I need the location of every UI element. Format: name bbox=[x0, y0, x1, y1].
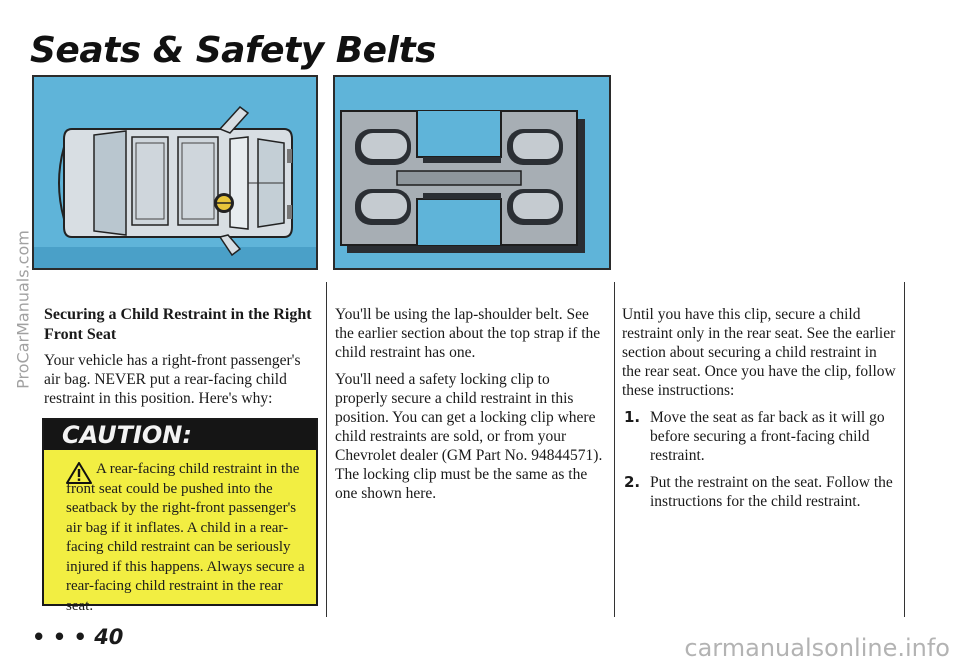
car-topview-icon bbox=[34, 77, 316, 268]
step-number: 1. bbox=[624, 408, 641, 426]
left-column bbox=[44, 305, 320, 416]
list-item bbox=[622, 473, 898, 511]
caution-label: CAUTION: bbox=[62, 421, 192, 449]
caution-text: A rear-facing child restraint in the front seat could be pushed into the seatback by the right-front passenger's air bag if it inflates. A child in a rear-facing child restraint can be seriously injured if this happens. Always secure a rear-facing child restraint in the rear seat. bbox=[66, 461, 305, 614]
middle-paragraph-2: You'll need a safety locking clip to properly secure a child restraint in this position. You can get a locking clip where child restraints are sold, or from your Chevrolet dealer (GM Part No. 94844571). The locking clip must be the same as the one shown here. bbox=[335, 371, 603, 502]
watermark-left: ProCarManuals.com bbox=[13, 230, 33, 389]
list-item bbox=[622, 408, 898, 465]
locking-clip-icon bbox=[335, 77, 609, 268]
column-divider-2 bbox=[614, 282, 615, 617]
left-intro-paragraph: Your vehicle has a right-front passenger's air bag. NEVER put a rear-facing child restraint in this position. Here's why: bbox=[44, 352, 301, 407]
step-text: Move the seat as far back as it will go before securing a front-facing child restraint. bbox=[650, 409, 885, 464]
right-column bbox=[622, 305, 898, 519]
step-text: Put the restraint on the seat. Follow the instructions for the child restraint. bbox=[650, 474, 893, 510]
middle-column bbox=[335, 305, 603, 511]
step-number: 2. bbox=[624, 473, 641, 491]
right-intro-paragraph: Until you have this clip, secure a child restraint only in the rear seat. See the earlier section about securing a child restraint in the rear seat. Once you have the clip, follow these instructions: bbox=[622, 306, 896, 399]
column-divider-3 bbox=[904, 282, 905, 617]
locking-clip-illustration bbox=[333, 75, 611, 270]
section-subheading: Securing a Child Restraint in the Right Front Seat bbox=[44, 306, 312, 343]
page-number: • • • 40 bbox=[32, 625, 124, 649]
page-title: Seats & Safety Belts bbox=[30, 30, 437, 71]
instruction-steps bbox=[622, 408, 898, 511]
watermark-bottom: carmanualsonline.info bbox=[684, 634, 950, 662]
caution-box bbox=[42, 418, 318, 614]
vehicle-top-view-illustration bbox=[32, 75, 318, 270]
caution-header-bar bbox=[44, 420, 316, 450]
middle-paragraph-1: You'll be using the lap-shoulder belt. See the earlier section about the top strap if the child restraint has one. bbox=[335, 306, 601, 361]
column-divider-1 bbox=[326, 282, 327, 617]
